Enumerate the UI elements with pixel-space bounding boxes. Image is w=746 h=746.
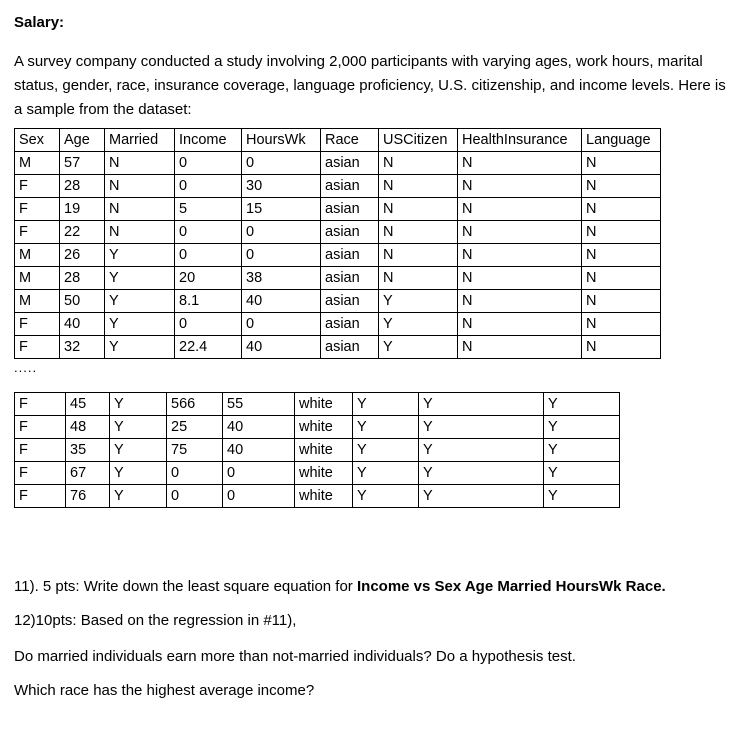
table-row bbox=[15, 416, 620, 439]
table-cell: F bbox=[15, 313, 60, 336]
table-cell: Y bbox=[105, 244, 175, 267]
table-cell: N bbox=[379, 244, 458, 267]
table-cell: N bbox=[582, 152, 661, 175]
table-cell: N bbox=[458, 267, 582, 290]
table-cell: Y bbox=[379, 290, 458, 313]
table-cell: 67 bbox=[66, 462, 110, 485]
table-row bbox=[15, 221, 661, 244]
table-cell: asian bbox=[321, 244, 379, 267]
table-cell: N bbox=[458, 221, 582, 244]
table-cell: white bbox=[295, 393, 353, 416]
table-cell: Y bbox=[105, 313, 175, 336]
table-cell: N bbox=[105, 198, 175, 221]
table-cell: 45 bbox=[66, 393, 110, 416]
sample-table-bottom bbox=[14, 392, 620, 508]
table-cell: Y bbox=[110, 393, 167, 416]
table-cell: M bbox=[15, 290, 60, 313]
table-cell: 35 bbox=[66, 439, 110, 462]
question-11-text: 11). 5 pts: Write down the least square equation for bbox=[14, 578, 357, 595]
table-cell: 40 bbox=[223, 416, 295, 439]
table-cell: Y bbox=[379, 336, 458, 359]
column-header: Sex bbox=[15, 129, 60, 152]
table-cell: Y bbox=[379, 313, 458, 336]
table-row bbox=[15, 175, 661, 198]
table-cell: N bbox=[458, 313, 582, 336]
table-cell: Y bbox=[110, 485, 167, 508]
table-cell: N bbox=[582, 313, 661, 336]
table-cell: Y bbox=[110, 439, 167, 462]
column-header: Race bbox=[321, 129, 379, 152]
table-cell: 0 bbox=[175, 244, 242, 267]
table-cell: 0 bbox=[175, 152, 242, 175]
table-cell: N bbox=[458, 152, 582, 175]
table-cell: asian bbox=[321, 267, 379, 290]
table-cell: Y bbox=[353, 439, 419, 462]
column-header: HoursWk bbox=[242, 129, 321, 152]
table-cell: Y bbox=[419, 485, 544, 508]
table-cell: white bbox=[295, 416, 353, 439]
table-cell: Y bbox=[544, 462, 620, 485]
table-cell: 0 bbox=[167, 485, 223, 508]
column-header: Married bbox=[105, 129, 175, 152]
table-cell: N bbox=[458, 290, 582, 313]
table-row bbox=[15, 152, 661, 175]
table-cell: 15 bbox=[242, 198, 321, 221]
table-cell: 50 bbox=[60, 290, 105, 313]
table-cell: Y bbox=[105, 290, 175, 313]
table-cell: 0 bbox=[242, 313, 321, 336]
table-cell: 566 bbox=[167, 393, 223, 416]
table-cell: Y bbox=[353, 416, 419, 439]
table-cell: F bbox=[15, 485, 66, 508]
table-cell: Y bbox=[419, 416, 544, 439]
table-cell: N bbox=[582, 267, 661, 290]
ellipsis: ..... bbox=[14, 360, 38, 375]
table-cell: Y bbox=[419, 439, 544, 462]
table-cell: F bbox=[15, 221, 60, 244]
table-row bbox=[15, 290, 661, 313]
table-cell: 32 bbox=[60, 336, 105, 359]
table-cell: 38 bbox=[242, 267, 321, 290]
table-cell: 55 bbox=[223, 393, 295, 416]
table-cell: N bbox=[379, 198, 458, 221]
table-cell: 57 bbox=[60, 152, 105, 175]
table-cell: Y bbox=[105, 336, 175, 359]
column-header: USCitizen bbox=[379, 129, 458, 152]
table-cell: Y bbox=[105, 267, 175, 290]
table-row bbox=[15, 313, 661, 336]
table-cell: F bbox=[15, 198, 60, 221]
table-row bbox=[15, 462, 620, 485]
table-cell: 40 bbox=[60, 313, 105, 336]
table-row bbox=[15, 393, 620, 416]
table-cell: 20 bbox=[175, 267, 242, 290]
table-cell: 0 bbox=[242, 152, 321, 175]
question-11 bbox=[14, 578, 736, 595]
table-cell: N bbox=[105, 152, 175, 175]
question-12-race: Which race has the highest average income? bbox=[14, 682, 315, 699]
table-cell: N bbox=[458, 336, 582, 359]
table-cell: N bbox=[458, 244, 582, 267]
table-cell: N bbox=[582, 198, 661, 221]
table-cell: Y bbox=[353, 462, 419, 485]
table-cell: N bbox=[458, 175, 582, 198]
column-header: Income bbox=[175, 129, 242, 152]
table-cell: white bbox=[295, 439, 353, 462]
table-cell: asian bbox=[321, 313, 379, 336]
table-cell: asian bbox=[321, 290, 379, 313]
table-cell: Y bbox=[110, 462, 167, 485]
table-cell: M bbox=[15, 244, 60, 267]
table-cell: 0 bbox=[242, 244, 321, 267]
table-cell: 0 bbox=[175, 175, 242, 198]
column-header: Language bbox=[582, 129, 661, 152]
table-cell: 0 bbox=[167, 462, 223, 485]
table-cell: Y bbox=[419, 393, 544, 416]
table-cell: white bbox=[295, 485, 353, 508]
table-cell: Y bbox=[544, 439, 620, 462]
table-row bbox=[15, 336, 661, 359]
question-12: 12)10pts: Based on the regression in #11), bbox=[14, 612, 297, 629]
table-cell: 8.1 bbox=[175, 290, 242, 313]
sample-table-top bbox=[14, 128, 661, 359]
table-cell: F bbox=[15, 439, 66, 462]
table-row bbox=[15, 267, 661, 290]
table-cell: Y bbox=[544, 393, 620, 416]
table-row bbox=[15, 439, 620, 462]
table-cell: F bbox=[15, 393, 66, 416]
table-cell: asian bbox=[321, 175, 379, 198]
column-header: HealthInsurance bbox=[458, 129, 582, 152]
column-header: Age bbox=[60, 129, 105, 152]
question-11-model: Income vs Sex Age Married HoursWk Race. bbox=[356, 578, 666, 595]
table-cell: Y bbox=[419, 462, 544, 485]
table-cell: 48 bbox=[66, 416, 110, 439]
intro-paragraph: A survey company conducted a study involving 2,000 participants with varying ages, work hours, marital status, gender, race, insurance coverage, language proficiency, U.S. citizenship, and income levels. Here is a sample from the dataset: bbox=[14, 53, 726, 118]
table-cell: N bbox=[582, 244, 661, 267]
table-cell: 28 bbox=[60, 175, 105, 198]
table-cell: 0 bbox=[223, 485, 295, 508]
table-cell: 19 bbox=[60, 198, 105, 221]
table-cell: asian bbox=[321, 152, 379, 175]
table-cell: asian bbox=[321, 221, 379, 244]
table-cell: 0 bbox=[223, 462, 295, 485]
table-cell: F bbox=[15, 416, 66, 439]
table-cell: 0 bbox=[175, 313, 242, 336]
question-12-married: Do married individuals earn more than not-married individuals? Do a hypothesis test. bbox=[14, 648, 576, 665]
table-cell: N bbox=[105, 175, 175, 198]
table-cell: 5 bbox=[175, 198, 242, 221]
table-cell: N bbox=[379, 267, 458, 290]
table-cell: Y bbox=[544, 416, 620, 439]
table-cell: N bbox=[379, 221, 458, 244]
table-row bbox=[15, 485, 620, 508]
table-row bbox=[15, 244, 661, 267]
table-cell: white bbox=[295, 462, 353, 485]
table-cell: Y bbox=[353, 485, 419, 508]
table-cell: N bbox=[379, 152, 458, 175]
table-cell: F bbox=[15, 175, 60, 198]
table-cell: 40 bbox=[223, 439, 295, 462]
table-cell: 22 bbox=[60, 221, 105, 244]
table-cell: asian bbox=[321, 336, 379, 359]
table-cell: 30 bbox=[242, 175, 321, 198]
table-cell: N bbox=[582, 336, 661, 359]
table-cell: N bbox=[582, 221, 661, 244]
table-cell: 75 bbox=[167, 439, 223, 462]
table-cell: Y bbox=[110, 416, 167, 439]
table-cell: 28 bbox=[60, 267, 105, 290]
table-cell: N bbox=[105, 221, 175, 244]
page-title: Salary: bbox=[14, 14, 65, 31]
table-cell: F bbox=[15, 462, 66, 485]
table-cell: 0 bbox=[242, 221, 321, 244]
table-cell: N bbox=[582, 175, 661, 198]
table-cell: M bbox=[15, 152, 60, 175]
table-cell: Y bbox=[544, 485, 620, 508]
table-cell: N bbox=[458, 198, 582, 221]
table-cell: F bbox=[15, 336, 60, 359]
table-cell: N bbox=[582, 290, 661, 313]
table-cell: 76 bbox=[66, 485, 110, 508]
table-cell: 40 bbox=[242, 290, 321, 313]
table-cell: N bbox=[379, 175, 458, 198]
table-cell: 25 bbox=[167, 416, 223, 439]
table-cell: M bbox=[15, 267, 60, 290]
table-cell: Y bbox=[353, 393, 419, 416]
table-cell: 26 bbox=[60, 244, 105, 267]
table-cell: asian bbox=[321, 198, 379, 221]
table-row bbox=[15, 198, 661, 221]
table-cell: 40 bbox=[242, 336, 321, 359]
table-cell: 22.4 bbox=[175, 336, 242, 359]
table-cell: 0 bbox=[175, 221, 242, 244]
table-header-row bbox=[15, 129, 661, 152]
